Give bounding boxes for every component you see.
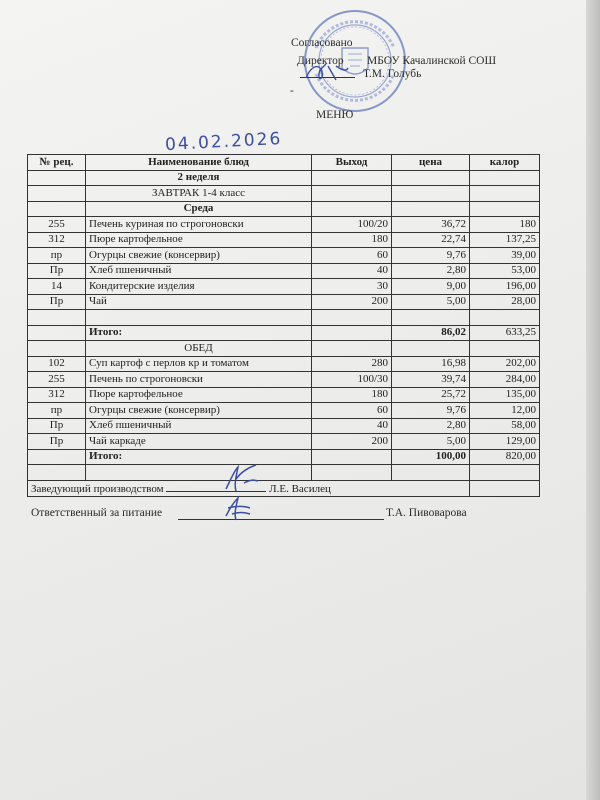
- dish-name: Хлеб пшеничный: [86, 418, 312, 434]
- week-row: [28, 170, 540, 186]
- dish-output: 30: [312, 279, 392, 295]
- dish-calories: 196,00: [470, 279, 540, 295]
- col-header-recipe: № рец.: [28, 155, 86, 171]
- dish-calories: 28,00: [470, 294, 540, 310]
- dish-calories: 58,00: [470, 418, 540, 434]
- dish-name: Пюре картофельное: [86, 232, 312, 248]
- table-row: [28, 217, 540, 233]
- dish-name: Кондитерские изделия: [86, 279, 312, 295]
- recipe-number: 312: [28, 232, 86, 248]
- lunch-total-label: Итого:: [86, 449, 312, 465]
- responsible-signature-line: [178, 519, 384, 520]
- dish-output: 60: [312, 248, 392, 264]
- responsible-label: Ответственный за питание: [31, 507, 163, 519]
- dish-price: 5,00: [392, 434, 470, 450]
- dish-calories: 129,00: [470, 434, 540, 450]
- day-label: Среда: [86, 201, 312, 217]
- responsible-signature: [220, 494, 256, 524]
- dish-output: 100/30: [312, 372, 392, 388]
- recipe-number: 14: [28, 279, 86, 295]
- dish-calories: 202,00: [470, 356, 540, 372]
- manager-label: Заведующий производством: [31, 482, 164, 495]
- manager-signature: [222, 461, 262, 497]
- dish-name: Хлеб пшеничный: [86, 263, 312, 279]
- dish-price: 25,72: [392, 387, 470, 403]
- empty-row: [28, 465, 540, 481]
- dish-output: 100/20: [312, 217, 392, 233]
- recipe-number: Пр: [28, 434, 86, 450]
- dish-price: 9,76: [392, 248, 470, 264]
- dish-output: 180: [312, 387, 392, 403]
- dish-name: Чай: [86, 294, 312, 310]
- lunch-total-row: [28, 449, 540, 465]
- director-label: Директор: [297, 55, 344, 67]
- responsible-name: Т.А. Пивоварова: [386, 507, 467, 519]
- table-row: [28, 279, 540, 295]
- col-header-price: цена: [392, 155, 470, 171]
- manager-row: [28, 480, 540, 496]
- lunch-total-price: 100,00: [392, 449, 470, 465]
- dish-calories: 39,00: [470, 248, 540, 264]
- dish-name: Огурцы свежие (консервир): [86, 248, 312, 264]
- recipe-number: пр: [28, 403, 86, 419]
- dish-output: 60: [312, 403, 392, 419]
- dish-name: Пюре картофельное: [86, 387, 312, 403]
- recipe-number: 255: [28, 217, 86, 233]
- dish-calories: 53,00: [470, 263, 540, 279]
- dish-name: Суп картоф с перлов кр и томатом: [86, 356, 312, 372]
- table-row: [28, 372, 540, 388]
- dish-name: Огурцы свежие (консервир): [86, 403, 312, 419]
- table-row: [28, 294, 540, 310]
- breakfast-total-price: 86,02: [392, 325, 470, 341]
- dish-name: Чай каркаде: [86, 434, 312, 450]
- dish-calories: 180: [470, 217, 540, 233]
- table-row: [28, 263, 540, 279]
- dish-price: 9,00: [392, 279, 470, 295]
- dish-price: 5,00: [392, 294, 470, 310]
- manager-name: Л.Е. Василец: [269, 482, 331, 495]
- dish-output: 280: [312, 356, 392, 372]
- page-title: МЕНЮ: [316, 109, 354, 121]
- breakfast-title-row: [28, 186, 540, 202]
- dish-price: 2,80: [392, 418, 470, 434]
- dish-output: 180: [312, 232, 392, 248]
- director-name: Т.М. Голубь: [363, 68, 422, 80]
- dish-calories: 137,25: [470, 232, 540, 248]
- lunch-title: ОБЕД: [86, 341, 312, 357]
- recipe-number: пр: [28, 248, 86, 264]
- col-header-output: Выход: [312, 155, 392, 171]
- recipe-number: 255: [28, 372, 86, 388]
- dish-output: 40: [312, 263, 392, 279]
- table-row: [28, 232, 540, 248]
- dish-name: Печень по строгоновски: [86, 372, 312, 388]
- dish-price: 2,80: [392, 263, 470, 279]
- recipe-number: Пр: [28, 418, 86, 434]
- breakfast-total-row: [28, 325, 540, 341]
- lunch-title-row: [28, 341, 540, 357]
- page-shadow-edge: [586, 0, 600, 800]
- dish-output: 200: [312, 434, 392, 450]
- dish-output: 200: [312, 294, 392, 310]
- dish-calories: 284,00: [470, 372, 540, 388]
- director-signature: [302, 60, 352, 84]
- lunch-total-calories: 820,00: [470, 449, 540, 465]
- handwritten-date: 04.02.2026: [164, 128, 283, 156]
- dish-output: 40: [312, 418, 392, 434]
- breakfast-total-calories: 633,25: [470, 325, 540, 341]
- table-row: [28, 434, 540, 450]
- dish-price: 16,98: [392, 356, 470, 372]
- dish-calories: 12,00: [470, 403, 540, 419]
- day-row: [28, 201, 540, 217]
- dish-price: 36,72: [392, 217, 470, 233]
- dish-price: 9,76: [392, 403, 470, 419]
- table-row: [28, 248, 540, 264]
- dish-price: 39,74: [392, 372, 470, 388]
- empty-row: [28, 310, 540, 326]
- table-row: [28, 418, 540, 434]
- breakfast-total-label: Итого:: [86, 325, 312, 341]
- table-row: [28, 387, 540, 403]
- recipe-number: 312: [28, 387, 86, 403]
- approved-label: Согласовано: [291, 37, 353, 49]
- table-row: [28, 403, 540, 419]
- dish-price: 22,74: [392, 232, 470, 248]
- recipe-number: Пр: [28, 263, 86, 279]
- table-header-row: [28, 155, 540, 171]
- table-row: [28, 356, 540, 372]
- header-dash: -: [290, 85, 294, 97]
- menu-table: [27, 154, 540, 497]
- week-label: 2 неделя: [86, 170, 312, 186]
- school-name: МБОУ Качалинской СОШ: [367, 55, 497, 67]
- col-header-calories: калор: [470, 155, 540, 171]
- recipe-number: Пр: [28, 294, 86, 310]
- dish-calories: 135,00: [470, 387, 540, 403]
- col-header-dish: Наименование блюд: [86, 155, 312, 171]
- dish-name: Печень куриная по строгоновски: [86, 217, 312, 233]
- recipe-number: 102: [28, 356, 86, 372]
- breakfast-title: ЗАВТРАК 1-4 класс: [86, 186, 312, 202]
